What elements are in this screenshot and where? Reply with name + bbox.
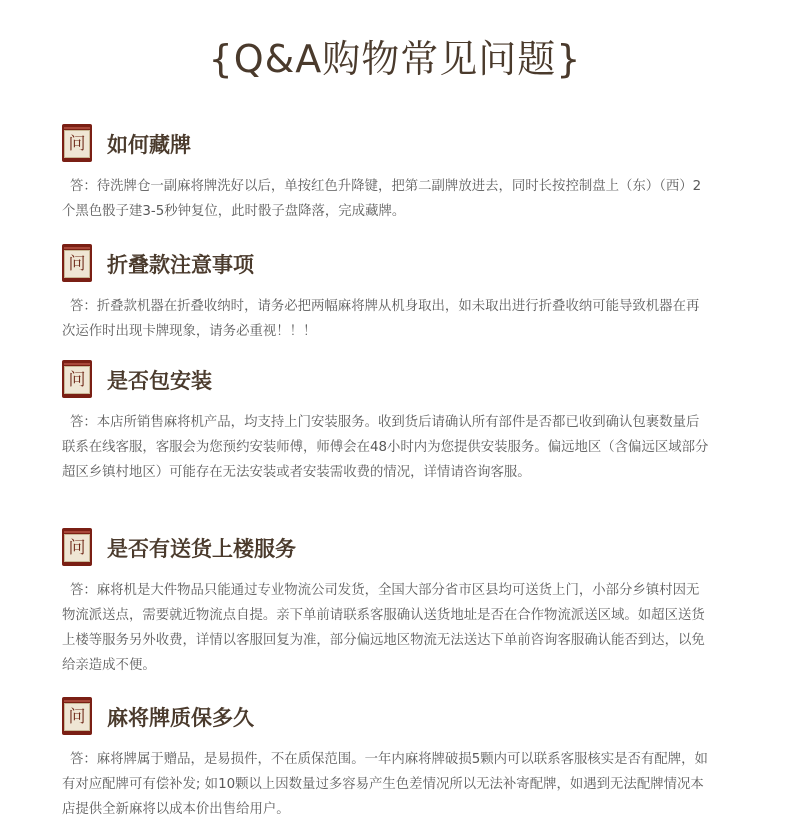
tile-label: 问 [64,250,90,278]
qa-item [62,528,722,678]
question-header [62,697,722,741]
qa-item [62,244,722,344]
qa-item [62,360,722,485]
tile-label: 问 [64,534,90,562]
page-title: {Q&A购物常见问题} [208,37,582,81]
question-title: 如何藏牌 [107,133,191,157]
question-title: 麻将牌质保多久 [107,706,254,730]
mahjong-tile-icon [62,360,92,398]
answer-text: 答：麻将牌属于赠品，是易损件，不在质保范围。一年内麻将牌破损5颗内可以联系客服核实是否有配牌，如有对应配牌可有偿补发; 如10颗以上因数量过多容易产生色差情况所以无法补寄配牌，如遇到无法配牌情况本店提供全新麻将以成本价出售给用户。 [62,752,708,817]
tile-label: 问 [64,366,90,394]
tile-label: 问 [64,703,90,731]
qa-item [62,124,722,224]
mahjong-tile-icon [62,697,92,735]
answer-text: 答：麻将机是大件物品只能通过专业物流公司发货，全国大部分省市区县均可送货上门，小部分乡镇村因无物流派送点，需要就近物流点自提。亲下单前请联系客服确认送货地址是否在合作物流派送区域。如超区送货上楼等服务另外收费，详情以客服回复为准，部分偏远地区物流无法送达下单前咨询客服确认能否到达，以免给亲造成不便。 [62,583,705,673]
tile-label: 问 [64,130,90,158]
mahjong-tile-icon [62,528,92,566]
question-header [62,244,722,288]
mahjong-tile-icon [62,244,92,282]
answer-text: 答：待洗牌仓一副麻将牌洗好以后，单按红色升降键，把第二副牌放进去，同时长按控制盘上（东）（西）2个黑色骰子建3-5秒钟复位，此时骰子盘降落，完成藏牌。 [62,179,702,219]
qa-item [62,697,722,822]
answer-text: 答：折叠款机器在折叠收纳时，请务必把两幅麻将牌从机身取出，如未取出进行折叠收纳可能导致机器在再次运作时出现卡牌现象，请务必重视！！！ [62,299,700,339]
question-title: 是否包安装 [107,369,212,393]
question-header [62,124,722,168]
question-header [62,528,722,572]
mahjong-tile-icon [62,124,92,162]
question-title: 是否有送货上楼服务 [107,537,296,561]
answer-text: 答：本店所销售麻将机产品，均支持上门安装服务。收到货后请确认所有部件是否都已收到确认包裹数量后联系在线客服，客服会为您预约安装师傅，师傅会在48小时内为您提供安装服务。偏远地区（含偏远区域部分超区乡镇村地区）可能存在无法安装或者安装需收费的情况，详情请咨询客服。 [62,415,709,480]
question-header [62,360,722,404]
question-title: 折叠款注意事项 [107,253,254,277]
